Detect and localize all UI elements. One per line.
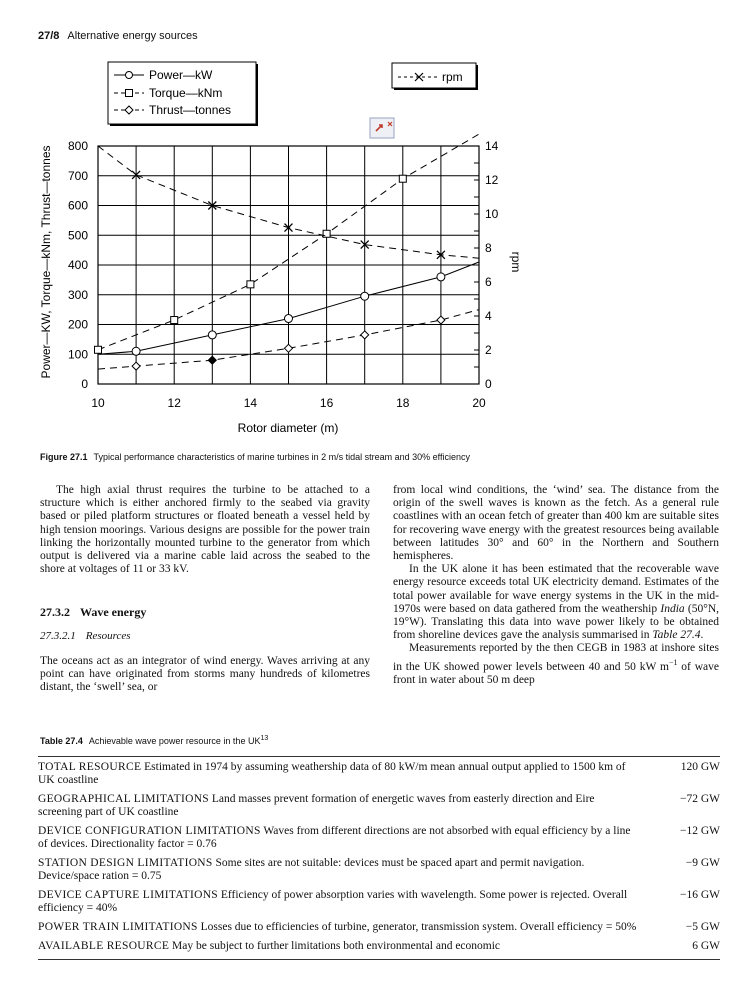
data-point-circle — [361, 292, 369, 300]
table-row-value: −72 GW — [679, 793, 720, 805]
x-tick-label: 18 — [396, 396, 410, 410]
data-point-square — [95, 346, 102, 353]
table-row — [38, 857, 720, 883]
performance-chart — [0, 0, 756, 470]
y2-tick-label: 6 — [485, 275, 492, 289]
section-number: 27.3.2 — [40, 605, 70, 620]
data-point-square — [247, 281, 254, 288]
y2-tick-label: 10 — [485, 207, 499, 221]
table-row-description — [38, 825, 638, 851]
y2-tick-label: 0 — [485, 377, 492, 391]
table-row-description — [38, 889, 638, 915]
y-tick-label: 300 — [67, 287, 88, 302]
legend-torque-label: Torque—kNm — [149, 86, 223, 100]
table-row-text: Losses due to efficiencies of turbine, generator, transmission system. Overall efficiency = 50% — [197, 921, 637, 933]
data-point-square — [399, 175, 406, 182]
table-row-heading: POWER TRAIN LIMITATIONS — [38, 921, 198, 933]
table-row-value: 6 GW — [692, 940, 720, 952]
ship-name: India — [660, 602, 685, 615]
table-row-description — [38, 761, 638, 787]
table-row-text: Some sites are not suitable: devices must be spaced apart and permit navigation. Device/space ration = 0.75 — [38, 857, 585, 882]
table-label: Table 27.4 — [40, 736, 83, 746]
y2-tick-label: 2 — [485, 343, 492, 357]
table-row-text: Efficiency of power absorption varies with wavelength. Some power is rejected. Overall efficiency = 40% — [38, 889, 628, 914]
table-row-value: −16 GW — [679, 889, 720, 901]
legend-square-marker — [126, 90, 133, 97]
wave-resource-table — [38, 756, 720, 960]
table-row-value: 120 GW — [680, 761, 720, 773]
table-row-heading: TOTAL RESOURCE — [38, 761, 142, 773]
data-point-diamond — [208, 356, 216, 364]
data-point-circle — [285, 315, 293, 323]
embedded-image-icon — [370, 118, 394, 138]
paragraph: Measurements reported by the then CEGB in 1983 at inshore sites in the UK showed power levels between 40 and 50 kW $m^{-1}$ of wave front in water about 50 m deep — [393, 642, 720, 686]
data-point-diamond — [361, 331, 369, 339]
paragraph: The oceans act as an integrator of wind energy. Waves arriving at any point can have originated from storms many hundreds of kilometres distant, the ‘swell’ sea, or — [40, 654, 370, 694]
section-heading-title: Wave energy — [80, 605, 147, 620]
legend-rpm-label: rpm — [442, 70, 463, 84]
y-tick-label: 100 — [67, 347, 88, 362]
table-row — [38, 889, 720, 915]
subsection-heading — [40, 630, 370, 643]
y-tick-label: 200 — [67, 317, 88, 332]
y2-tick-label: 4 — [485, 309, 492, 323]
table-row — [38, 793, 720, 819]
data-point-circle — [437, 273, 445, 281]
table-row-heading: AVAILABLE RESOURCE — [38, 940, 170, 952]
table-row-heading: STATION DESIGN LIMITATIONS — [38, 857, 213, 869]
table-row-description — [38, 793, 638, 819]
chart-series — [95, 134, 480, 370]
body-column-left — [40, 484, 370, 694]
figure-caption — [40, 452, 470, 462]
table-row-heading: DEVICE CAPTURE LIMITATIONS — [38, 889, 219, 901]
x-tick-label: 20 — [472, 396, 486, 410]
body-column-right — [393, 484, 719, 687]
table-row-heading: GEOGRAPHICAL LIMITATIONS — [38, 793, 209, 805]
data-point-circle — [132, 347, 140, 355]
table-title — [40, 735, 268, 746]
data-point-square — [171, 317, 178, 324]
y2-axis-title: rpm — [509, 251, 523, 273]
y2-tick-label: 12 — [485, 173, 499, 187]
table-row-value: −5 GW — [685, 921, 720, 933]
table-row — [38, 921, 720, 934]
subsection-number: 27.3.2.1 — [40, 629, 76, 642]
y2-tick-label: 8 — [485, 241, 492, 255]
section-title: Alternative energy sources — [67, 30, 198, 42]
table-row-text: Waves from different directions are not absorbed with equal efficiency by a line of devices. Directionality factor = 0.76 — [38, 825, 631, 850]
y2-tick-label: 14 — [485, 139, 499, 153]
table-row — [38, 761, 720, 787]
data-point-diamond — [132, 362, 140, 370]
table-row-heading: DEVICE CONFIGURATION LIMITATIONS — [38, 825, 261, 837]
table-row-description — [38, 921, 638, 934]
table-row — [38, 940, 720, 953]
table-title-text: Achievable wave power resource in the UK — [88, 736, 261, 746]
y-tick-label: 600 — [67, 198, 88, 213]
figure-caption-text: Typical performance characteristics of marine turbines in 2 m/s tidal stream and 30% efficiency — [93, 452, 471, 462]
chart-ticks — [68, 139, 499, 410]
y-tick-label: 500 — [67, 228, 88, 243]
y-tick-label: 400 — [67, 258, 88, 272]
table-row-value: −9 GW — [685, 857, 720, 869]
paragraph: The high axial thrust requires the turbine to be attached to a structure which is either anchored firmly to the seabed via gravity based or piled platform structures or floated beneath a vessel held by high tension moorings. Various designs are possible for the power train linking the horizontally mounted turbine to the generator from which output is delivered via a marine cable laid across the seabed to the shore at voltages of 11 or 33 kV. — [40, 484, 370, 576]
section-heading — [40, 606, 370, 619]
data-point-diamond — [285, 344, 293, 352]
table-title-footnote: 13 — [260, 735, 269, 742]
paragraph: from local wind conditions, the ‘wind’ sea. The distance from the origin of the swell waves is known as the fetch. As a general rule coastlines with an ocean fetch of greater than 400 km are suitable sites for recovering wave energy with the greatest resources being available between latitudes 30° and 60° in the Northern and Southern hemispheres. — [393, 484, 719, 563]
legend-thrust-label: Thrust—tonnes — [149, 103, 232, 117]
legend-right — [392, 63, 478, 90]
table-row — [38, 825, 720, 851]
y-tick-label: 700 — [67, 168, 88, 183]
table-row-text: Estimated in 1974 by assuming weathership data of 80 kW/m mean annual output applied to 1500 km of UK coastline — [38, 761, 626, 786]
x-tick-label: 12 — [167, 396, 181, 410]
table-row-description — [38, 940, 638, 953]
table-row-text: Land masses prevent formation of energetic waves from easterly direction and Eire screening part of UK coastline — [38, 793, 595, 818]
table-reference: Table 27.4 — [652, 629, 701, 642]
subsection-heading-title: Resources — [85, 629, 131, 642]
table-row-text: May be subject to further limitations both environmental and economic — [169, 940, 501, 952]
data-point-diamond — [437, 316, 445, 324]
legend-circle-marker — [126, 72, 133, 79]
data-point-circle — [208, 331, 216, 339]
table-row-description — [38, 857, 638, 883]
paragraph: In the UK alone it has been estimated that the recoverable wave energy resource exceeds total UK electricity demand. Estimates of the total power available for wave energy systems in the UK in the mid-1970s were based on data gathered from the weathership India (50°N, 19°W). Translating this data into wave power likely to be obtained from shoreline devices gave the analysis summarised in Table 27.4. — [393, 563, 720, 642]
y-axis-title: Power—KW, Torque—kNm, Thrust—tonnes — [39, 145, 53, 379]
x-tick-label: 14 — [243, 396, 258, 410]
x-tick-label: 10 — [91, 396, 105, 410]
data-point-square — [323, 230, 330, 237]
page-number: 27/8 — [38, 30, 60, 42]
table-row-value: −12 GW — [679, 825, 720, 837]
x-tick-label: 16 — [319, 396, 334, 410]
y-tick-label: 800 — [67, 139, 88, 153]
legend-left — [108, 62, 258, 126]
legend-power-label: Power—kW — [149, 68, 213, 82]
y-tick-label: 0 — [81, 377, 88, 391]
figure-label: Figure 27.1 — [40, 452, 88, 462]
x-axis-title: Rotor diameter (m) — [237, 421, 339, 435]
